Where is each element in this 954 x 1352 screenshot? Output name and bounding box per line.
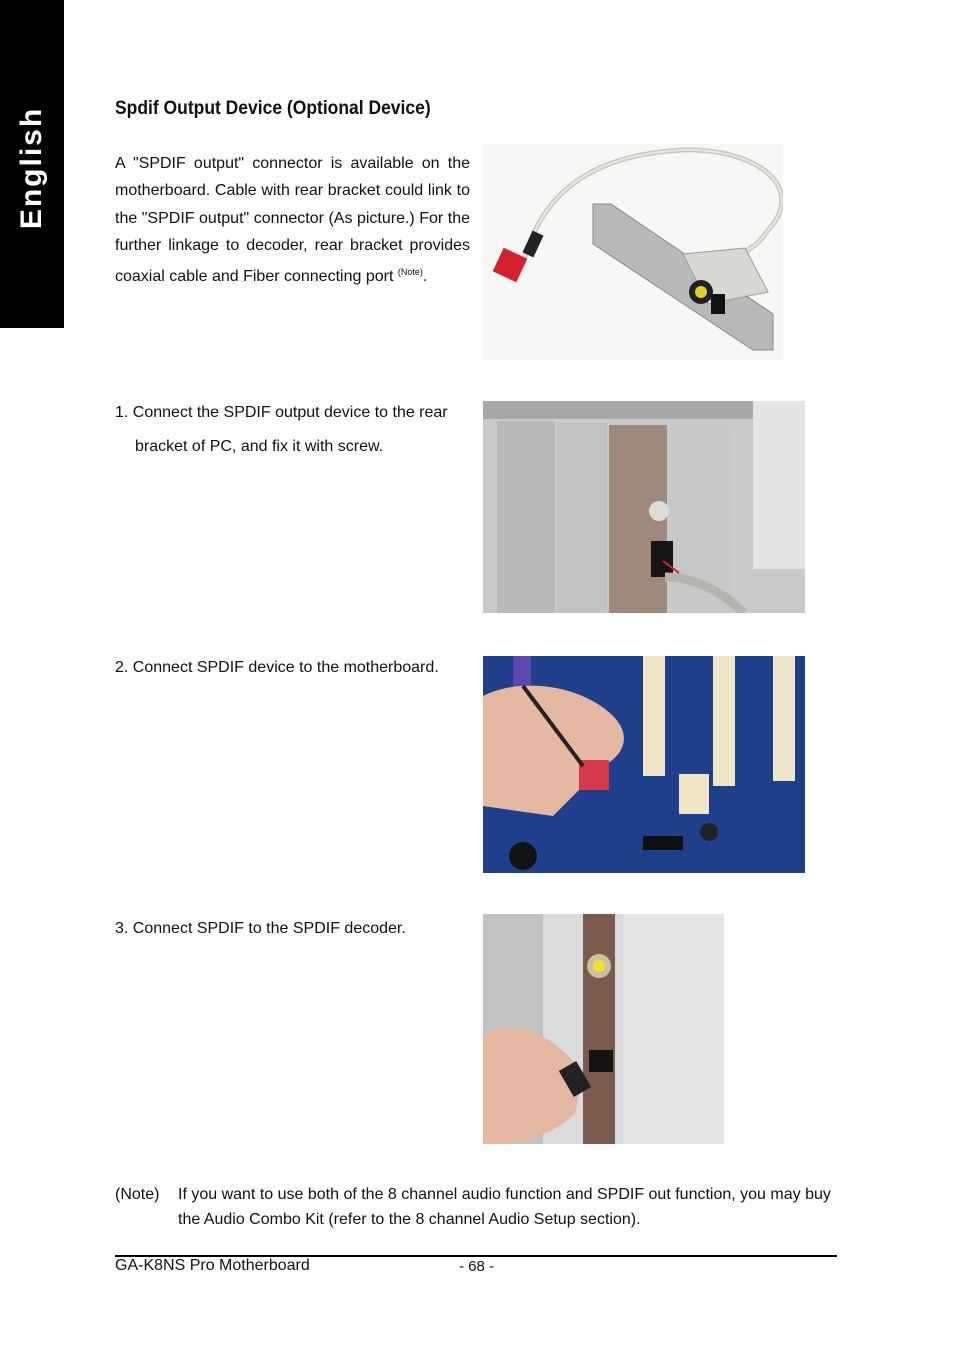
language-label: English bbox=[15, 106, 48, 230]
step-1-line-1: 1. Connect the SPDIF output device to the rear bbox=[115, 404, 448, 421]
rear-bracket-installed-photo bbox=[483, 401, 805, 613]
section-title: Spdif Output Device (Optional Device) bbox=[115, 98, 431, 119]
rear-bracket-illustration bbox=[483, 401, 805, 613]
step-1-line-2: bracket of PC, and fix it with screw. bbox=[135, 438, 384, 455]
note-marker: (Note) bbox=[397, 267, 423, 278]
decoder-connection-illustration bbox=[483, 914, 724, 1144]
motherboard-connection-photo bbox=[483, 656, 805, 873]
footnote-text: If you want to use both of the 8 channel audio function and SPDIF out function, you may buy the Audio Combo Kit (refer to the 8 channel Audio Setup section). bbox=[178, 1186, 831, 1228]
step-3-line-1: 3. Connect SPDIF to the SPDIF decoder. bbox=[115, 920, 406, 937]
footnote bbox=[115, 1182, 840, 1232]
footnote-tag: (Note) bbox=[115, 1186, 160, 1203]
spdif-bracket-cable-photo bbox=[483, 144, 783, 360]
intro-text: A "SPDIF output" connector is available on the motherboard. Cable with rear bracket could link to the "SPDIF output" connector (As picture.) For the further linkage to decoder, rear bracket provides coaxial cable and Fiber connecting port bbox=[115, 155, 470, 286]
language-side-tab bbox=[0, 0, 64, 328]
page-number: - 68 - bbox=[459, 1258, 495, 1275]
spdif-bracket-cable-illustration bbox=[483, 144, 783, 360]
step-2 bbox=[115, 651, 439, 685]
motherboard-connection-illustration bbox=[483, 656, 805, 873]
step-2-line-1: 2. Connect SPDIF device to the motherboard. bbox=[115, 659, 439, 676]
intro-paragraph bbox=[115, 150, 470, 290]
step-1 bbox=[115, 396, 448, 464]
intro-end: . bbox=[422, 268, 428, 286]
spdif-decoder-connection-photo bbox=[483, 914, 724, 1144]
footer-model: GA-K8NS Pro Motherboard bbox=[115, 1257, 310, 1274]
step-3 bbox=[115, 912, 406, 946]
